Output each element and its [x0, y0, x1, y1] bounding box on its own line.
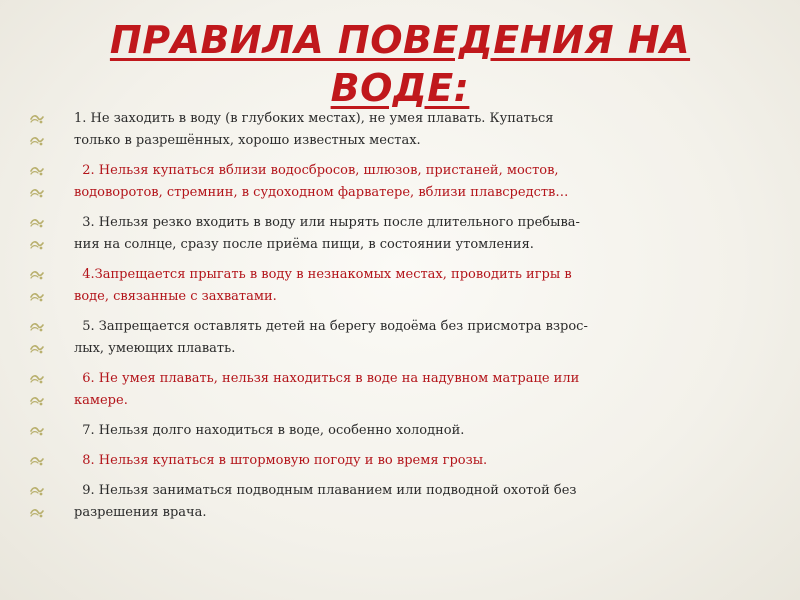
rule-text: 5. Запрещается оставлять детей на берегу водоёма без присмотра взрос- — [74, 319, 588, 334]
leaf-bullet-icon — [30, 290, 44, 304]
rule-text: 9. Нельзя заниматься подводным плаванием или подводной охотой без — [74, 483, 577, 498]
rule-line — [30, 160, 650, 182]
rule-text: воде, связанные с захватами. — [74, 289, 277, 304]
leaf-bullet-icon — [30, 372, 44, 386]
leaf-bullet-icon — [30, 320, 44, 334]
rule-text: 8. Нельзя купаться в штормовую погоду и во время грозы. — [74, 453, 488, 468]
rule-item — [30, 420, 650, 442]
rule-gap — [30, 308, 650, 316]
rule-line — [30, 212, 650, 234]
leaf-bullet-icon — [30, 112, 44, 126]
rule-gap — [30, 412, 650, 420]
rule-text: 3. Нельзя резко входить в воду или нырять после длительного пребыва- — [74, 215, 580, 230]
leaf-bullet-icon — [30, 394, 44, 408]
leaf-bullet-icon — [30, 134, 44, 148]
rule-item — [30, 160, 650, 204]
leaf-bullet-icon — [30, 424, 44, 438]
leaf-bullet-icon — [30, 342, 44, 356]
leaf-bullet-icon — [30, 238, 44, 252]
leaf-bullet-icon — [30, 268, 44, 282]
rule-text: 1. Не заходить в воду (в глубоких местах), не умея плавать. Купаться — [74, 111, 554, 126]
rule-item — [30, 368, 650, 412]
rule-text: только в разрешённых, хорошо известных местах. — [74, 133, 421, 148]
rule-item — [30, 108, 650, 152]
rule-item — [30, 480, 650, 524]
rule-line — [30, 286, 650, 308]
rule-line — [30, 368, 650, 390]
rule-gap — [30, 442, 650, 450]
leaf-bullet-icon — [30, 186, 44, 200]
rule-text: разрешения врача. — [74, 505, 207, 520]
rule-gap — [30, 360, 650, 368]
rule-text: 4.Запрещается прыгать в воду в незнакомых местах, проводить игры в — [74, 267, 572, 282]
rule-text: лых, умеющих плавать. — [74, 341, 236, 356]
rule-item — [30, 212, 650, 256]
leaf-bullet-icon — [30, 506, 44, 520]
rule-line — [30, 316, 650, 338]
rule-line — [30, 420, 650, 442]
rule-line — [30, 390, 650, 412]
rule-text: водоворотов, стремнин, в судоходном фарватере, вблизи плавсредств… — [74, 185, 569, 200]
rule-gap — [30, 204, 650, 212]
rule-line — [30, 480, 650, 502]
rule-line — [30, 450, 650, 472]
rule-item — [30, 264, 650, 308]
rule-text: 2. Нельзя купаться вблизи водосбросов, шлюзов, пристаней, мостов, — [74, 163, 559, 178]
leaf-bullet-icon — [30, 484, 44, 498]
rule-item — [30, 450, 650, 472]
rule-line — [30, 234, 650, 256]
leaf-bullet-icon — [30, 164, 44, 178]
rule-text: ния на солнце, сразу после приёма пищи, в состоянии утомления. — [74, 237, 534, 252]
rules-list — [30, 108, 650, 524]
rule-gap — [30, 256, 650, 264]
rule-line — [30, 502, 650, 524]
slide-title — [100, 16, 700, 112]
leaf-bullet-icon — [30, 454, 44, 468]
rule-line — [30, 130, 650, 152]
rule-line — [30, 338, 650, 360]
rule-item — [30, 316, 650, 360]
rule-text: камере. — [74, 393, 128, 408]
leaf-bullet-icon — [30, 216, 44, 230]
rule-line — [30, 264, 650, 286]
rule-line — [30, 182, 650, 204]
title-line-2: ВОДЕ: — [330, 66, 470, 110]
rule-text: 7. Нельзя долго находиться в воде, особенно холодной. — [74, 423, 465, 438]
rule-gap — [30, 152, 650, 160]
rule-line — [30, 108, 650, 130]
rule-text: 6. Не умея плавать, нельзя находиться в воде на надувном матраце или — [74, 371, 580, 386]
title-line-1: ПРАВИЛА ПОВЕДЕНИЯ НА — [109, 18, 691, 62]
rule-gap — [30, 472, 650, 480]
